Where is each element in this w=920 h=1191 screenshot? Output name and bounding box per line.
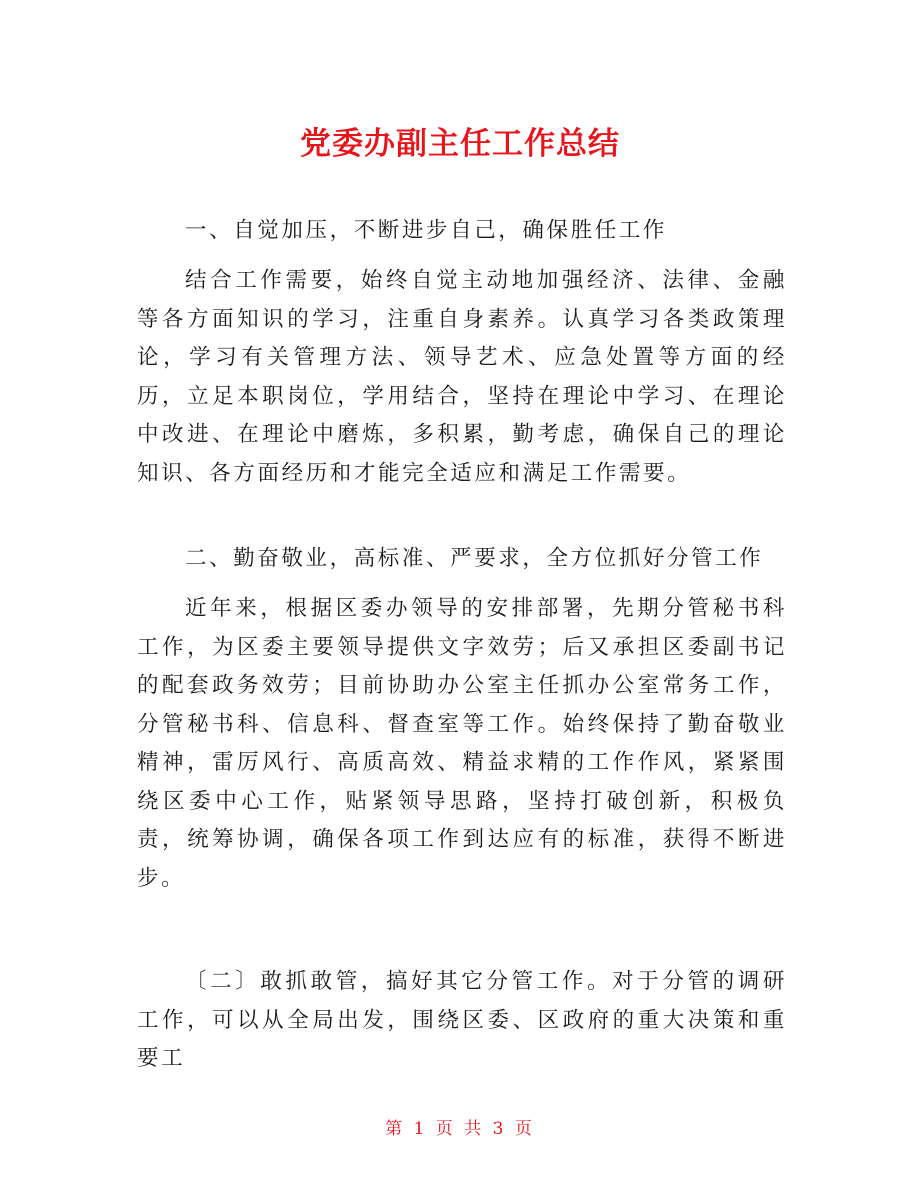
document-title: 党委办副主任工作总结 xyxy=(300,126,620,162)
section-1-heading: 一、自觉加压，不断进步自己，确保胜任工作 xyxy=(185,218,668,243)
section-3-paragraph: 〔二〕敢抓敢管，搞好其它分管工作。对于分管的调研工作，可以从全局出发，围绕区委、区政府的重大决策和重要工 xyxy=(137,969,787,1071)
section-2-paragraph: 近年来，根据区委办领导的安排部署，先期分管秘书科工作，为区委主要领导提供文字效劳；后又承担区委副书记的配套政务效劳；目前协助办公室主任抓办公室常务工作，分管秘书科、信息科、督查室等工作。始终保持了勤奋敬业精神，雷厉风行、高质高效、精益求精的工作作风，紧紧围绕区委中心工作，贴紧领导思路，坚持打破创新，积极负责，统筹协调，确保各项工作到达应有的标准，获得不断进步。 xyxy=(137,596,787,891)
section-3-body xyxy=(137,963,787,1079)
section-1-paragraph: 结合工作需要，始终自觉主动地加强经济、法律、金融等各方面知识的学习，注重自身素养。认真学习各类政策理论，学习有关管理方法、领导艺术、应急处置等方面的经历，立足本职岗位，学用结合，坚持在理论中学习、在理论中改进、在理论中磨炼，多积累，勤考虑，确保自己的理论知识、各方面经历和才能完全适应和满足工作需要。 xyxy=(137,268,787,486)
section-2-body xyxy=(137,590,787,898)
page-indicator: 第 1 页 共 3 页 xyxy=(385,1119,535,1139)
section-1-body xyxy=(137,262,787,493)
section-2-heading: 二、勤奋敬业，高标准、严要求，全方位抓好分管工作 xyxy=(185,546,764,571)
